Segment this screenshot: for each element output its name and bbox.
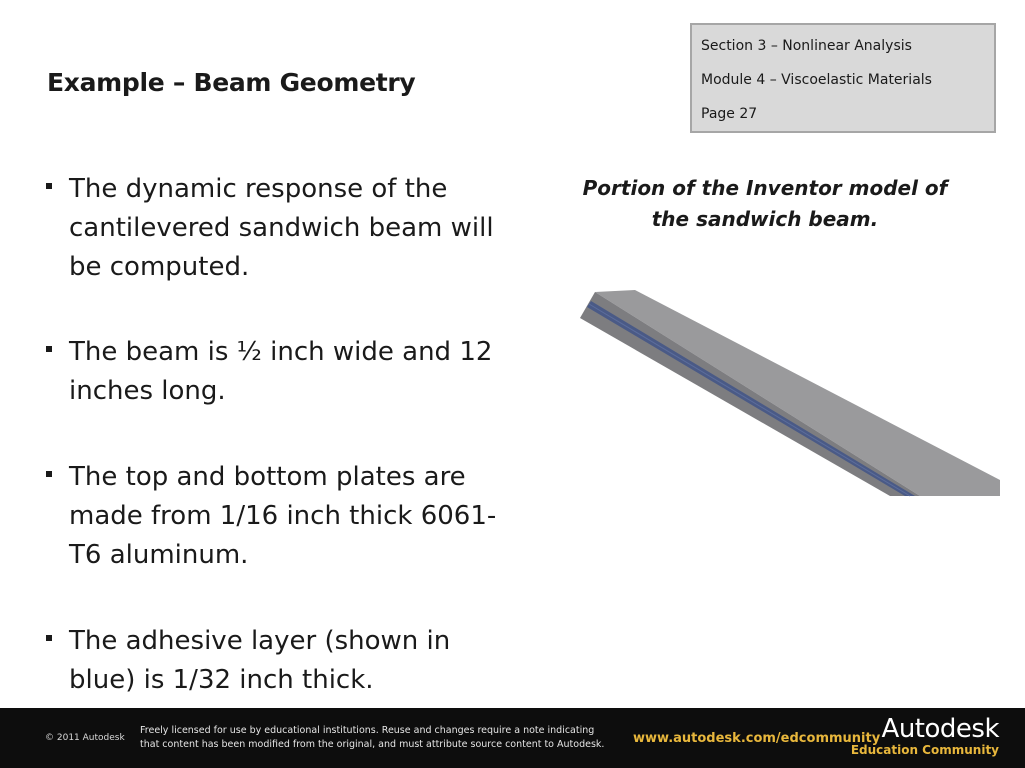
bullet-item bbox=[45, 170, 515, 287]
bullet-text: The top and bottom plates are made from 1/16 inch thick 6061-T6 aluminum. bbox=[69, 462, 497, 570]
square-bullet-icon bbox=[45, 344, 54, 355]
sandwich-beam-figure bbox=[560, 270, 1000, 500]
section-info-box bbox=[690, 23, 996, 133]
brand-name: Autodesk bbox=[881, 714, 999, 744]
slide-title: Example – Beam Geometry bbox=[47, 68, 416, 97]
beam-side-face bbox=[580, 292, 920, 496]
figure-caption bbox=[565, 173, 965, 235]
section-label: Section 3 – Nonlinear Analysis bbox=[701, 38, 912, 54]
square-bullet-icon bbox=[45, 181, 54, 192]
module-label: Module 4 – Viscoelastic Materials bbox=[701, 72, 932, 88]
bullet-text: The adhesive layer (shown in blue) is 1/32 inch thick. bbox=[69, 626, 451, 695]
square-bullet-icon bbox=[45, 633, 54, 644]
autodesk-logo bbox=[851, 714, 999, 756]
footer-bar bbox=[0, 708, 1025, 768]
bullet-item bbox=[45, 622, 515, 700]
adhesive-layer-highlight bbox=[589, 304, 910, 496]
caption-line-2: the sandwich beam. bbox=[651, 207, 879, 231]
license-line-1: Freely licensed for use by educational institutions. Reuse and changes require a note indicating bbox=[140, 725, 595, 736]
caption-line-1: Portion of the Inventor model of bbox=[582, 176, 948, 200]
bullet-text: The dynamic response of the cantilevered sandwich beam will be computed. bbox=[69, 174, 494, 282]
square-bullet-icon bbox=[45, 469, 54, 480]
bullet-text: The beam is ½ inch wide and 12 inches long. bbox=[69, 337, 493, 406]
bullet-item bbox=[45, 333, 515, 411]
adhesive-layer bbox=[587, 301, 915, 496]
page-label: Page 27 bbox=[701, 106, 758, 122]
copyright-text: © 2011 Autodesk bbox=[45, 733, 125, 743]
license-notice bbox=[140, 724, 620, 752]
brand-subtitle: Education Community bbox=[850, 743, 999, 757]
edcommunity-link[interactable]: www.autodesk.com/edcommunity bbox=[633, 731, 881, 746]
bullet-item bbox=[45, 458, 515, 575]
license-line-2: that content has been modified from the original, and must attribute source content to Autodesk. bbox=[140, 739, 605, 750]
beam-top-face bbox=[595, 290, 1000, 496]
